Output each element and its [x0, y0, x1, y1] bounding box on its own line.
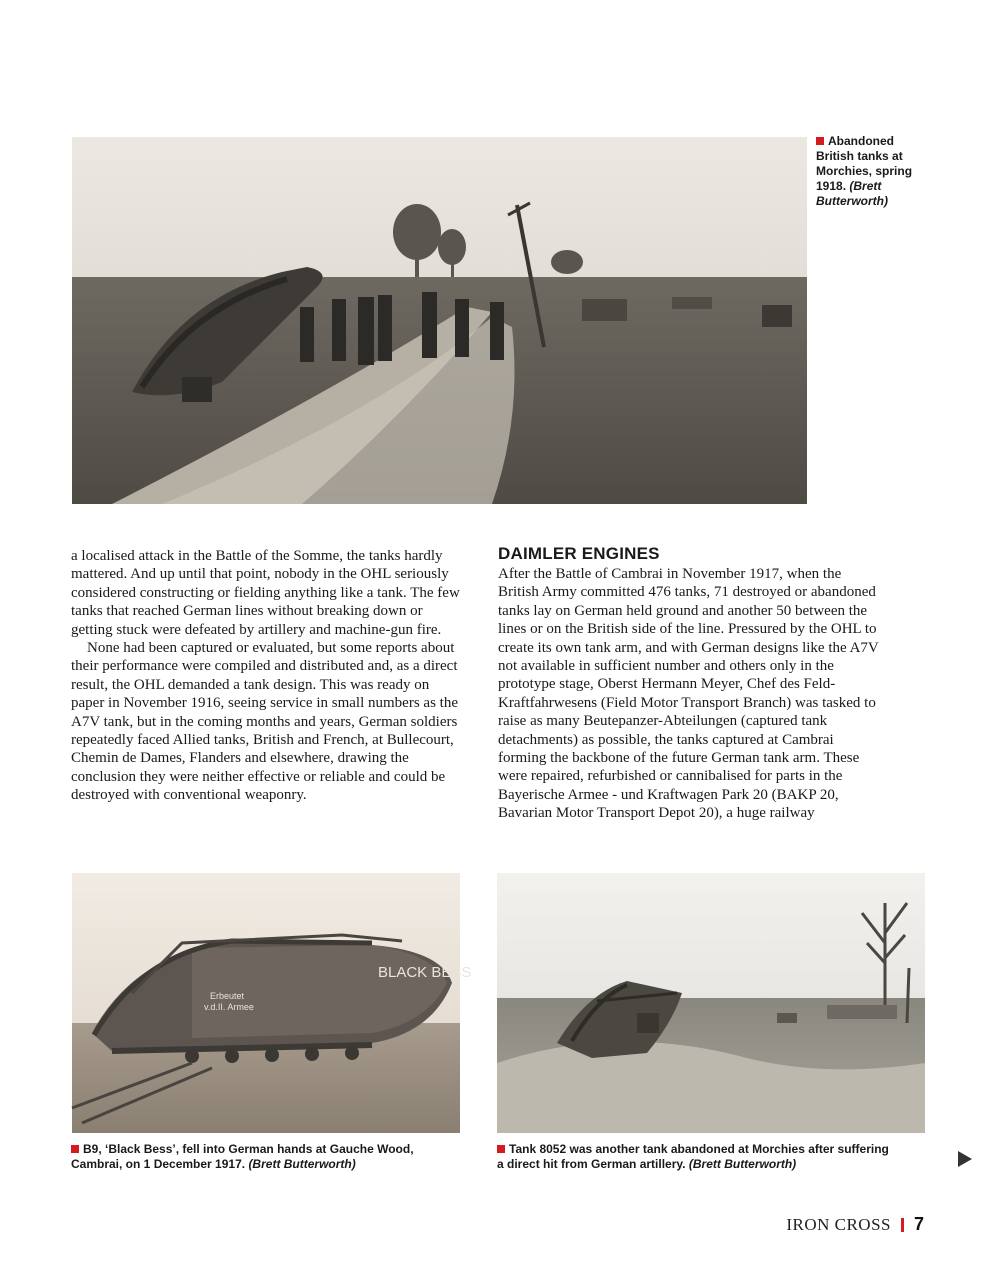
- publication-name: IRON CROSS: [786, 1214, 891, 1234]
- caption-bottom-left-photo: [71, 1142, 466, 1172]
- section-heading: DAIMLER ENGINES: [498, 544, 660, 563]
- photo-abandoned-tanks-morchies: [72, 137, 807, 504]
- triangle-right-icon[interactable]: [958, 1151, 972, 1167]
- article-left-column: [71, 547, 463, 805]
- red-square-icon: [816, 137, 824, 145]
- caption-credit: (Brett Butterworth): [816, 179, 888, 208]
- red-square-icon: [497, 1145, 505, 1153]
- caption-bottom-right-photo: [497, 1142, 897, 1172]
- article-right-column: [498, 544, 883, 823]
- caption-text: B9, ‘Black Bess’, fell into German hands at Gauche Wood, Cambrai, on 1 December 1917.: [71, 1142, 414, 1171]
- page-number: 7: [913, 1214, 924, 1234]
- paragraph: None had been captured or evaluated, but some reports about their performance were compiled and distributed and, as a direct result, the OHL demanded a tank design. This was ready on paper in November 1916, seeing service in small numbers as the A7V tank, but in the coming months and years, German soldiers repeatedly faced Allied tanks, British and French, at Bullecourt, Chemin de Dames, Flanders and elsewhere, drawing the conclusion they were neither effective or reliable and could be destroyed with conventional weaponry.: [71, 640, 458, 804]
- photo-tank-8052: [497, 873, 925, 1133]
- tank-label: BLACK BESS: [378, 964, 472, 981]
- paragraph: a localised attack in the Battle of the Somme, the tanks hardly mattered. And up until that point, nobody in the OHL seriously considered constructing or fielding anything like a tank. The few tanks that reached German lines without breaking down or getting stuck were defeated by artillery and machine-gun fire.: [71, 548, 460, 638]
- caption-credit: (Brett Butterworth): [688, 1157, 797, 1171]
- photo-black-bess: [72, 873, 472, 1133]
- caption-top-photo: [816, 134, 931, 209]
- caption-credit: (Brett Butterworth): [248, 1157, 356, 1171]
- red-square-icon: [71, 1145, 79, 1153]
- paragraph: After the Battle of Cambrai in November 1917, when the British Army committed 476 tanks, 71 destroyed or abandoned tanks lay on German held ground and another 50 between the lines or on the British side of the line. Pressured by the OHL to create its own tank arm, and with German designs like the A7V not available in sufficient number and others only in the prototype stage, Oberst Hermann Meyer, Chef des Feld-Kraftfahrwesens (Field Motor Transport Branch) was tasked to raise as many Beutepanzer-Abteilungen (captured tank detachments) as possible, the tanks captured at Cambrai forming the backbone of the future German tank arm. These were repaired, refurbished or cannibalised for parts in the Bayerische Armee - und Kraftwagen Park 20 (BAKP 20, Bavarian Motor Transport Depot 20), a huge railway: [498, 566, 879, 822]
- hull-text-line-2: v.d.II. Armee: [204, 1002, 254, 1012]
- hull-text-line-1: Erbeutet: [210, 991, 245, 1001]
- caption-text: Tank 8052 was another tank abandoned at Morchies after suffering a direct hit from German artillery.: [497, 1142, 889, 1171]
- page-footer: [786, 1214, 924, 1235]
- footer-divider: [901, 1218, 904, 1232]
- caption-text: Abandoned British tanks at Morchies, spring 1918.: [816, 134, 913, 193]
